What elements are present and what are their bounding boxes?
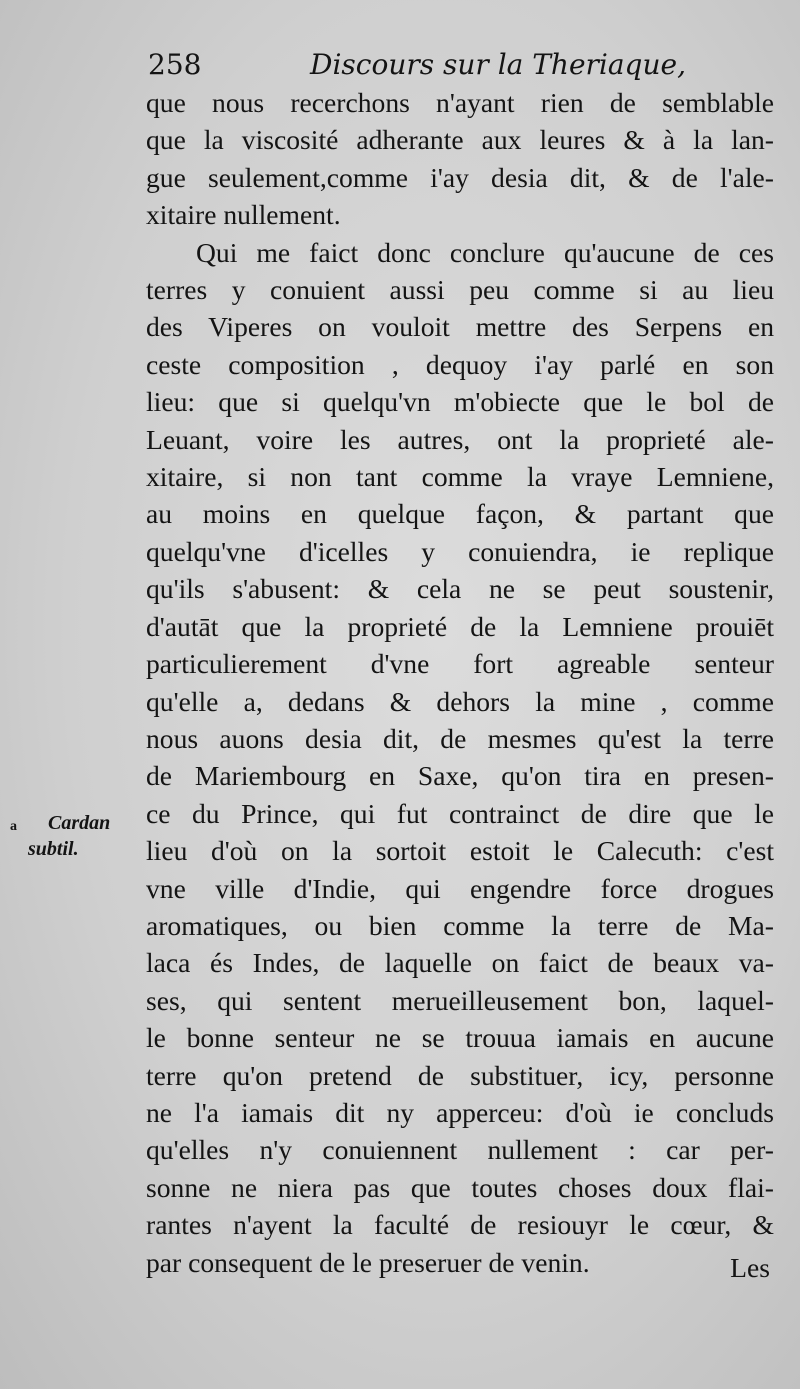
- text-line: ceste composition , dequoy i'ay parlé en son: [146, 348, 774, 380]
- text-line: au moins en quelque façon, & partant que: [146, 498, 774, 530]
- body-text: [146, 84, 774, 1281]
- text-line: qu'ils s'abusent: & cela ne se peut soustenir,: [146, 573, 774, 605]
- margin-note-line: subtil.: [28, 838, 79, 860]
- text-line: le bonne senteur ne se trouua iamais en aucune: [146, 1022, 774, 1054]
- text-line: par consequent de le preseruer de venin.: [146, 1246, 590, 1278]
- text-line: des Viperes on vouloit mettre des Serpens en: [146, 311, 774, 343]
- text-line: que la viscosité adherante aux leures & à la lan-: [146, 124, 774, 156]
- text-line: aromatiques, ou bien comme la terre de Ma-: [146, 909, 774, 941]
- catchword: Les: [730, 1252, 770, 1283]
- text-line: lieu: que si quelqu'vn m'obiecte que le bol de: [146, 386, 774, 418]
- text-line: qu'elles n'y conuiennent nullement : car per-: [146, 1134, 774, 1166]
- page-number: 258: [148, 48, 202, 81]
- text-line: qu'elle a, dedans & dehors la mine , comme: [146, 685, 774, 717]
- text-line: rantes n'ayent la faculté de resiouyr le cœur, &: [146, 1209, 774, 1241]
- margin-note-mark: a: [10, 819, 17, 834]
- text-line: nous auons desia dit, de mesmes qu'est la terre: [146, 722, 774, 754]
- text-line: ne l'a iamais dit ny apperceu: d'où ie concluds: [146, 1096, 774, 1128]
- text-line: gue seulement,comme i'ay desia dit, & de l'ale-: [146, 161, 774, 193]
- text-line: particulierement d'vne fort agreable senteur: [146, 648, 774, 680]
- text-line: lieu d'où on la sortoit estoit le Calecuth: c'est: [146, 835, 774, 867]
- running-head: Discours sur la Theriaque,: [310, 48, 686, 81]
- paragraph-first-line: Qui me faict donc conclure qu'aucune de ces: [196, 236, 774, 268]
- margin-note-line: Cardan: [48, 812, 111, 834]
- text-line: ses, qui sentent merueilleusement bon, laquel-: [146, 984, 774, 1016]
- text-line: sonne ne niera pas que toutes choses doux flai-: [146, 1171, 774, 1203]
- text-line: de Mariembourg en Saxe, qu'on tira en presen-: [146, 760, 774, 792]
- text-line: d'autāt que la proprieté de la Lemniene prouiēt: [146, 610, 774, 642]
- margin-note: [10, 810, 138, 862]
- text-line: ce du Prince, qui fut contrainct de dire que le: [146, 797, 774, 829]
- text-line: terre qu'on pretend de substituer, icy, personne: [146, 1059, 774, 1091]
- text-line: vne ville d'Indie, qui engendre force drogues: [146, 872, 774, 904]
- text-line: laca és Indes, de laquelle on faict de beaux va-: [146, 947, 774, 979]
- text-line: terres y conuient aussi peu comme si au lieu: [146, 274, 774, 306]
- text-line: quelqu'vne d'icelles y conuiendra, ie replique: [146, 535, 774, 567]
- text-line: que nous recerchons n'ayant rien de semblable: [146, 87, 774, 118]
- page-header: [148, 48, 778, 88]
- text-line: xitaire nullement.: [146, 199, 341, 231]
- text-line: xitaire, si non tant comme la vraye Lemniene,: [146, 461, 774, 493]
- text-line: Leuant, voire les autres, ont la proprieté ale-: [146, 423, 774, 455]
